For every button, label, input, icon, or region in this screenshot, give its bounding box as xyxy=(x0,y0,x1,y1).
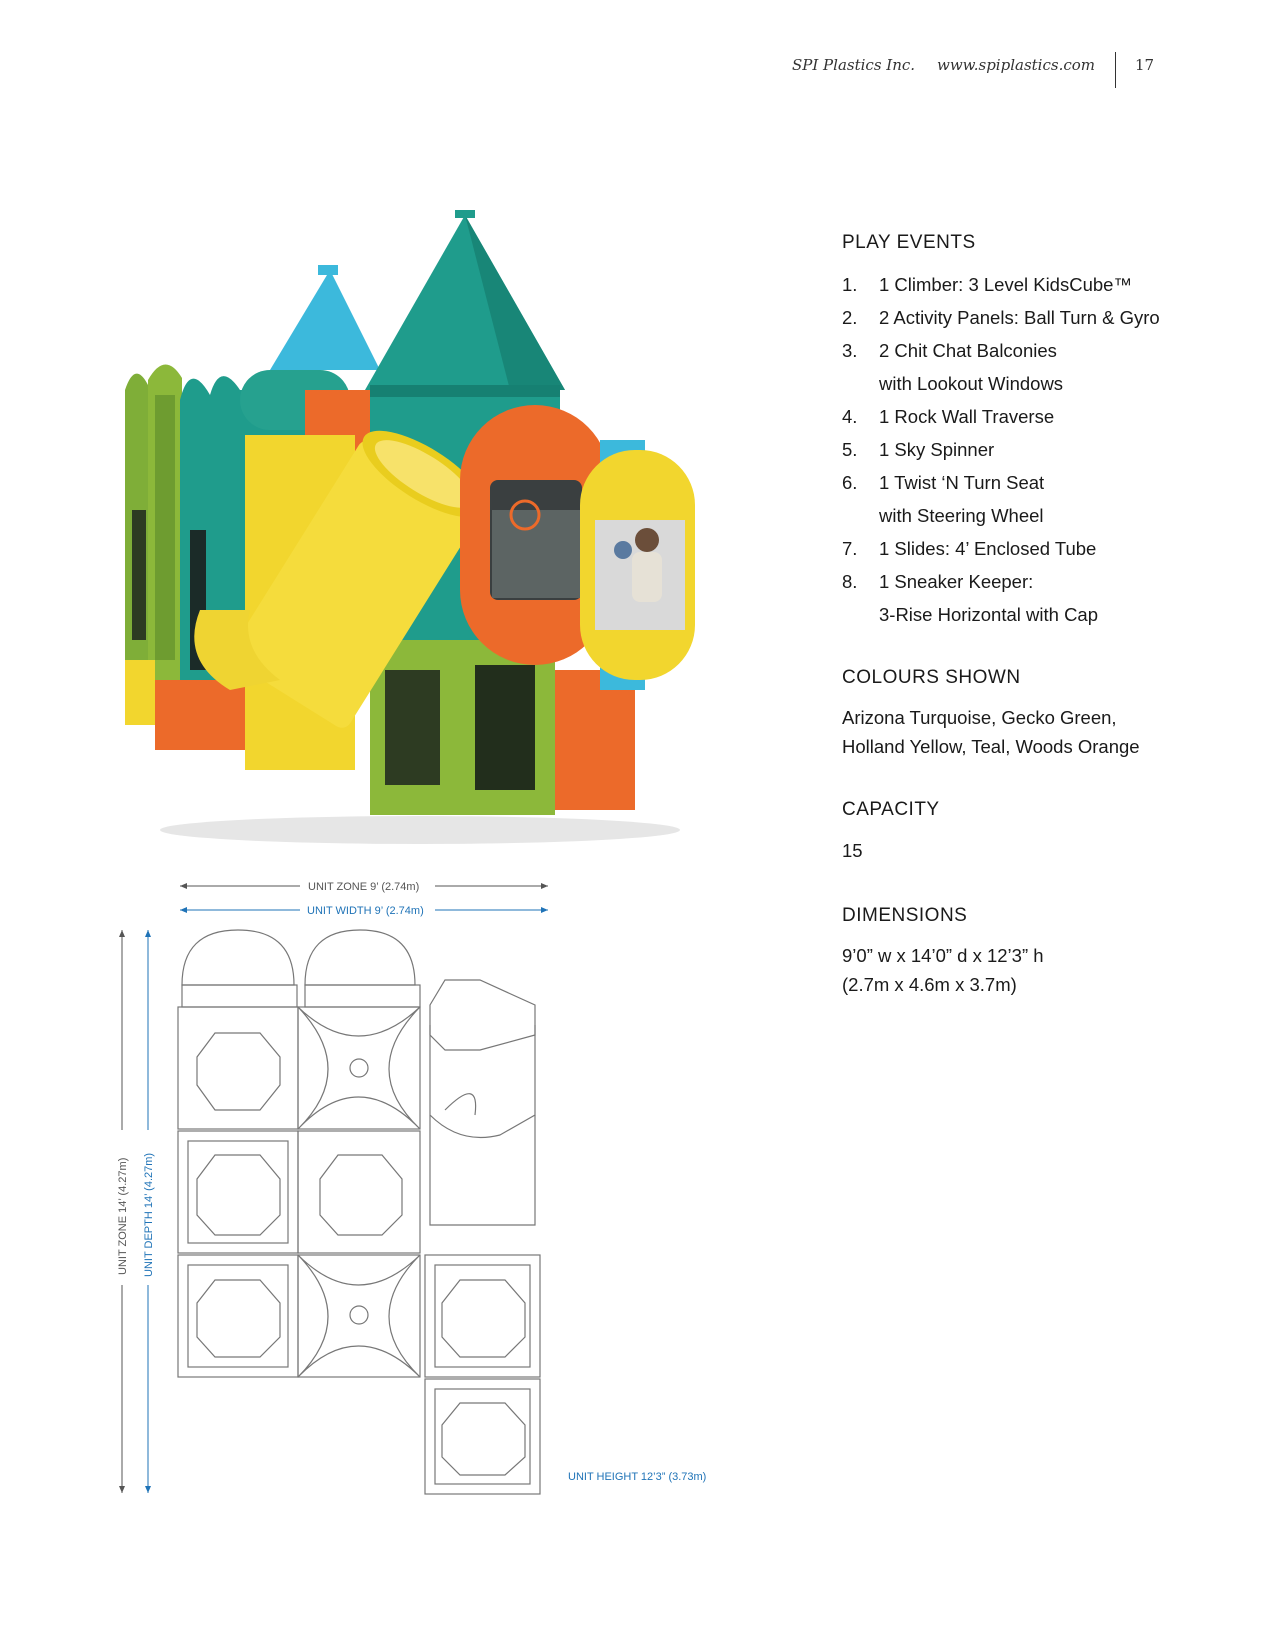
capacity-heading: CAPACITY xyxy=(842,799,940,820)
unit-depth-label: UNIT DEPTH 14’ (4.27m) xyxy=(143,1152,155,1277)
list-item: 4. 1 Rock Wall Traverse xyxy=(842,406,1055,427)
list-item: 3. 2 Chit Chat Balconies with Lookout Windows xyxy=(842,340,1064,394)
list-item: 1. 1 Climber: 3 Level KidsCube™ xyxy=(842,274,1132,295)
colours-text: Arizona Turquoise, Gecko Green, Holland Yellow, Teal, Woods Orange xyxy=(842,707,1140,757)
unit-zone-depth-label: UNIT ZONE 14’ (4.27m) xyxy=(117,1157,129,1275)
colours-heading: COLOURS SHOWN xyxy=(842,667,1021,688)
play-events-heading: PLAY EVENTS xyxy=(842,232,976,253)
list-item: 6. 1 Twist ‘N Turn Seat with Steering Wheel xyxy=(842,472,1045,526)
product-specifications xyxy=(842,232,1242,999)
list-item: 7. 1 Slides: 4’ Enclosed Tube xyxy=(842,538,1097,559)
floor-plan-diagram xyxy=(100,881,760,1565)
list-item: 2. 2 Activity Panels: Ball Turn & Gyro xyxy=(842,307,1160,328)
list-item: 8. 1 Sneaker Keeper: 3-Rise Horizontal with Cap xyxy=(842,571,1099,625)
list-item: 5. 1 Sky Spinner xyxy=(842,439,995,460)
capacity-value: 15 xyxy=(842,840,863,861)
unit-zone-width-label: UNIT ZONE 9’ (2.74m) xyxy=(308,881,420,893)
page-number: 17 xyxy=(1135,56,1155,74)
website-link[interactable]: www.spiplastics.com xyxy=(937,56,1095,74)
company-name: SPI Plastics Inc. xyxy=(792,56,916,74)
header-divider xyxy=(1115,52,1116,88)
unit-height-label: UNIT HEIGHT 12’3” (3.73m) xyxy=(568,1471,707,1483)
page-header xyxy=(0,52,1275,92)
dimensions-text: 9’0” w x 14’0” d x 12’3” h (2.7m x 4.6m x 3.7m) xyxy=(842,945,1044,995)
product-render-image xyxy=(120,210,740,860)
play-events-list xyxy=(842,268,1242,631)
dimensions-heading: DIMENSIONS xyxy=(842,905,968,926)
unit-width-label: UNIT WIDTH 9’ (2.74m) xyxy=(307,905,424,917)
